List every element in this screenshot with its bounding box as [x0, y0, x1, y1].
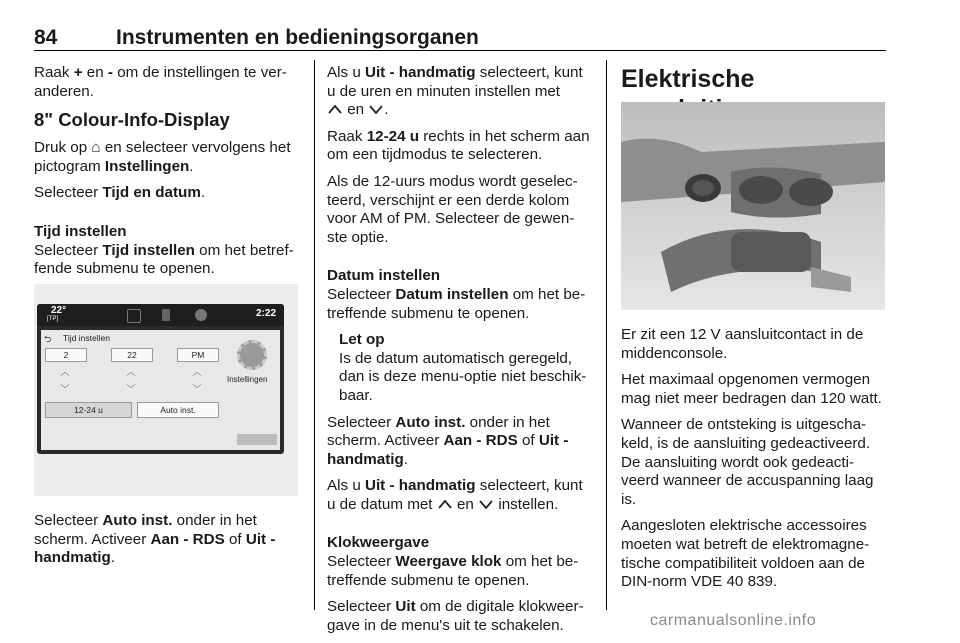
chevron-down-icon: [478, 498, 494, 510]
power-outlet-photo: [621, 102, 885, 310]
header-rule: [34, 50, 886, 51]
paragraph-max-power: Het maximaal opgenomen vermogen mag niet meer bedragen dan 120 watt.: [621, 371, 882, 407]
display-temperature: 22°: [51, 305, 67, 316]
column-1-continued: [34, 512, 300, 576]
display-menu-title: Tijd instellen: [63, 333, 110, 343]
note-text: Is de datum automatisch geregeld, dan is deze menu-optie niet beschik-baar.: [339, 349, 587, 404]
display-status-bar: [37, 304, 284, 326]
display-screenshot-figure: [34, 284, 298, 496]
minutes-value-box: 22: [111, 348, 153, 362]
subheading-set-time: Tijd instellen: [34, 222, 127, 240]
section-heading-display: 8" Colour-Info-Display: [34, 109, 230, 131]
ampm-up-icon[interactable]: ︿: [192, 367, 202, 377]
chevron-up-icon: [327, 103, 343, 115]
subheading-clock-display: Klokweergave: [327, 534, 430, 552]
column-2: [327, 64, 592, 643]
minutes-up-icon[interactable]: ︿: [126, 367, 136, 377]
watermark: carmanualsonline.info: [650, 612, 817, 629]
paragraph-emc: Aangesloten elektrische accessoires moeten wat betreft de elektromagne-tische compatibiliteit voldoen aan de DIN-norm VDE 40 839.: [621, 517, 870, 591]
hours-value-box: 2: [45, 348, 87, 362]
paragraph-12h-mode: Als de 12-uurs modus wordt geselec-teerd, verschijnt er een derde kolom voor AM of PM. Selecteer de gewen-ste optie.: [327, 172, 578, 246]
home-icon: ⌂: [91, 139, 101, 157]
paragraph-select-time-date: Selecteer Tijd en datum.: [34, 184, 206, 202]
subheading-set-date: Datum instellen: [327, 267, 441, 285]
page-number: 84: [34, 26, 58, 49]
paragraph-set-time: Selecteer Tijd instellen om het betref-fende submenu te openen.: [34, 241, 294, 278]
back-arrow-icon[interactable]: ⮌: [44, 334, 52, 344]
paragraph-auto-date: Selecteer Auto inst. onder in het scherm. Activeer Aan - RDS of Uit - handmatig.: [327, 413, 569, 468]
auto-set-button[interactable]: Auto inst.: [137, 402, 219, 418]
page-title: Instrumenten en bedieningsorganen: [116, 26, 479, 49]
paragraph-press-home: Druk op ⌂ en selecteer vervolgens het pictogram Instellingen.: [34, 139, 291, 175]
chevron-down-icon: [368, 103, 384, 115]
page-header: [34, 26, 886, 50]
chevron-up-icon: [437, 498, 453, 510]
note-title: Let op: [339, 331, 385, 349]
ampm-down-icon[interactable]: ﹀: [192, 384, 202, 394]
scroll-up-bar[interactable]: [237, 434, 277, 445]
column-divider-1: [314, 60, 315, 610]
ampm-value-box: PM: [177, 348, 219, 362]
column-1: [34, 64, 300, 287]
section-heading-power-outlets: Elektrische: [621, 65, 755, 93]
music-note-icon: [127, 309, 141, 323]
minutes-down-icon[interactable]: ﹀: [126, 384, 136, 394]
paragraph-manual-time: Als u Uit - handmatig selecteert, kunt u de uren en minuten instellen met en .: [327, 64, 583, 119]
gear-icon: [237, 340, 267, 370]
display-clock: 2:22: [255, 308, 276, 319]
display-side-label: Instellingen: [227, 375, 268, 384]
paragraph-clock-off: Selecteer Uit om de digitale klokweer-gave in de menu's uit te schakelen.: [327, 598, 584, 634]
intro-paragraph: Raak + en - om de instellingen te ver-anderen.: [34, 64, 287, 100]
paragraph-manual-date: Als u Uit - handmatig selecteert, kunt u de datum met en instellen.: [327, 477, 583, 513]
hours-down-icon[interactable]: ﹀: [60, 384, 70, 394]
display-tp-badge: [TP]: [47, 316, 59, 322]
column-divider-2: [606, 60, 607, 610]
hours-up-icon[interactable]: ︿: [60, 367, 70, 377]
paragraph-ignition-off: Wanneer de ontsteking is uitgescha-keld, is de aansluiting gedeactiveerd. De aansluiting wordt ook gedeacti-veerd wanneer de accuspanning laag is.: [621, 416, 874, 508]
note-box: [327, 331, 592, 405]
display-screen: [37, 304, 284, 454]
paragraph-clock-display: Selecteer Weergave klok om het be-treffende submenu te openen.: [327, 553, 579, 589]
column-3: [621, 326, 887, 600]
paragraph-set-date: Selecteer Datum instellen om het be-treffende submenu te openen.: [327, 285, 586, 322]
paragraph-12-24: Raak 12-24 u rechts in het scherm aan om een tijdmodus te selecteren.: [327, 127, 590, 164]
display-body: [41, 330, 280, 450]
center-console-illustration: [621, 102, 885, 310]
mode-12-24-button[interactable]: 12-24 u: [45, 402, 132, 418]
paragraph-12v-outlet: Er zit een 12 V aansluitcontact in de middenconsole.: [621, 326, 864, 362]
info-icon: [195, 309, 207, 321]
phone-icon: [162, 309, 170, 321]
paragraph-auto-set: Selecteer Auto inst. onder in het scherm. Activeer Aan - RDS of Uit - handmatig.: [34, 512, 276, 567]
